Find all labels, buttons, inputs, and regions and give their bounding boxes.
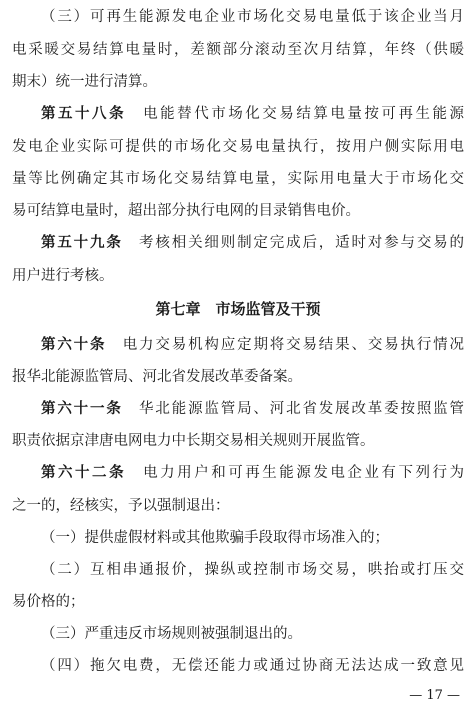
paragraph-line: 电采暖交易结算电量时，差额部分滚动至次月结算，年终（供暖 — [12, 42, 464, 58]
article-59-title: 第五十九条 — [41, 235, 123, 251]
paragraph-line: 易可结算电量时，超出部分执行电网的目录销售电价。 — [12, 203, 360, 219]
list-item: （一）提供虚假材料或其他欺骗手段取得市场准入的； — [41, 530, 389, 546]
article-59-text: 考核相关细则制定完成后，适时对参与交易的 — [139, 235, 465, 251]
paragraph-line: 量等比例确定其市场化交易结算电量，实际用电量大于市场化交 — [12, 171, 464, 187]
article-61-title: 第六十一条 — [41, 401, 123, 417]
article-61-line — [12, 399, 464, 419]
article-62-line — [12, 463, 464, 483]
article-59-line — [12, 233, 464, 253]
paragraph-line: 职责依据京津唐电网电力中长期交易相关规则开展监管。 — [12, 433, 375, 449]
paragraph-line: 报华北能源监管局、河北省发展改革委备案。 — [12, 369, 302, 385]
article-60-title: 第六十条 — [41, 337, 107, 353]
article-62-title: 第六十二条 — [41, 465, 127, 481]
article-62-text: 电力用户和可再生能源发电企业有下列行为 — [143, 465, 465, 481]
paragraph-line: 用户进行考核。 — [12, 268, 114, 284]
article-58-line — [12, 104, 464, 124]
list-item: （四）拖欠电费，无偿还能力或通过协商无法达成一致意见 — [41, 658, 464, 674]
page-number: — 17 — — [409, 688, 460, 703]
article-58-title: 第五十八条 — [41, 106, 127, 122]
article-60-line — [12, 335, 464, 355]
paragraph-line: 发电企业实际可提供的市场化交易电量执行，按用户侧实际用电 — [12, 139, 464, 155]
list-item-continuation: 易价格的； — [12, 594, 85, 610]
paragraph-line: 期末）统一进行清算。 — [12, 74, 157, 90]
paragraph-line: 之一的，经核实，予以强制退出： — [12, 498, 230, 514]
paragraph-line: （三）可再生能源发电企业市场化交易电量低于该企业当月 — [41, 9, 464, 25]
chapter-heading: 第七章 市场监管及干预 — [155, 300, 321, 318]
list-item: （二）互相串通报价，操纵或控制市场交易，哄抬或打压交 — [41, 562, 464, 578]
article-58-text: 电能替代市场化交易结算电量按可再生能源 — [143, 106, 465, 122]
list-item: （三）严重违反市场规则被强制退出的。 — [41, 626, 302, 642]
article-60-text: 电力交易机构应定期将交易结果、交易执行情况 — [122, 337, 465, 353]
article-61-text: 华北能源监管局、河北省发展改革委按照监管 — [139, 401, 465, 417]
